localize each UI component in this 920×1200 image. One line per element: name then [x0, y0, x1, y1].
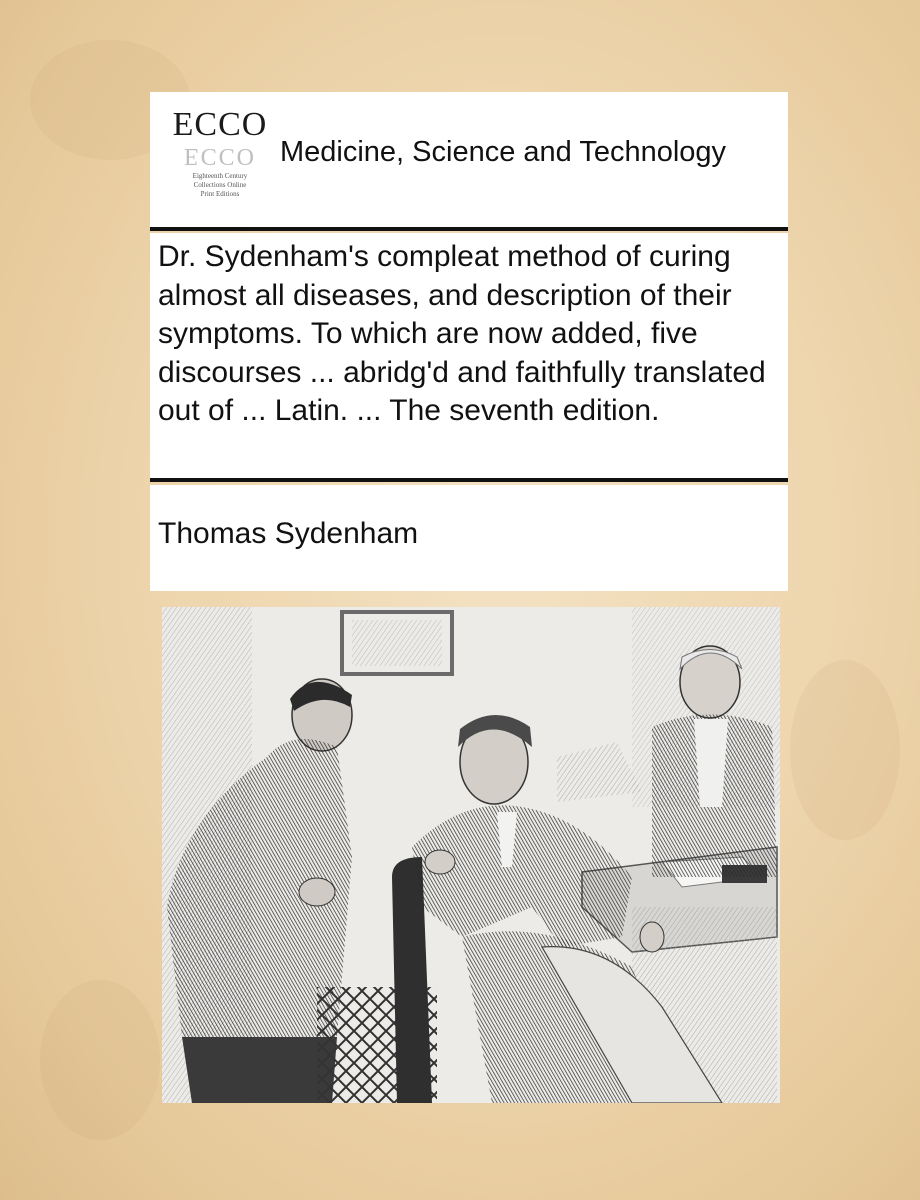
logo-caption-line: Collections Online — [193, 181, 247, 189]
divider-rule — [150, 478, 788, 482]
logo-reflection: ECCO — [183, 143, 256, 169]
series-title: Medicine, Science and Technology — [280, 136, 727, 168]
author-panel — [150, 485, 788, 591]
logo-caption-line: Eighteenth Century — [192, 172, 248, 180]
stain — [40, 980, 160, 1140]
author-name: Thomas Sydenham — [158, 517, 419, 550]
logo-caption-line: Print Editions — [200, 190, 240, 198]
logo-caption — [170, 172, 270, 199]
ecco-logo — [170, 106, 270, 216]
cover-engraving — [162, 607, 780, 1103]
title-panel — [150, 233, 788, 478]
stain — [790, 660, 900, 840]
header-panel — [150, 92, 788, 227]
divider-rule — [150, 227, 788, 231]
logo-wordmark: ECCO — [172, 106, 268, 143]
book-title: Dr. Sydenham's compleat method of curing almost all diseases, and description of their symptoms. To which are now added, five discourses ... abridg'd and faithfully translated out of ... Latin. ... The seventh edition. — [158, 240, 766, 427]
